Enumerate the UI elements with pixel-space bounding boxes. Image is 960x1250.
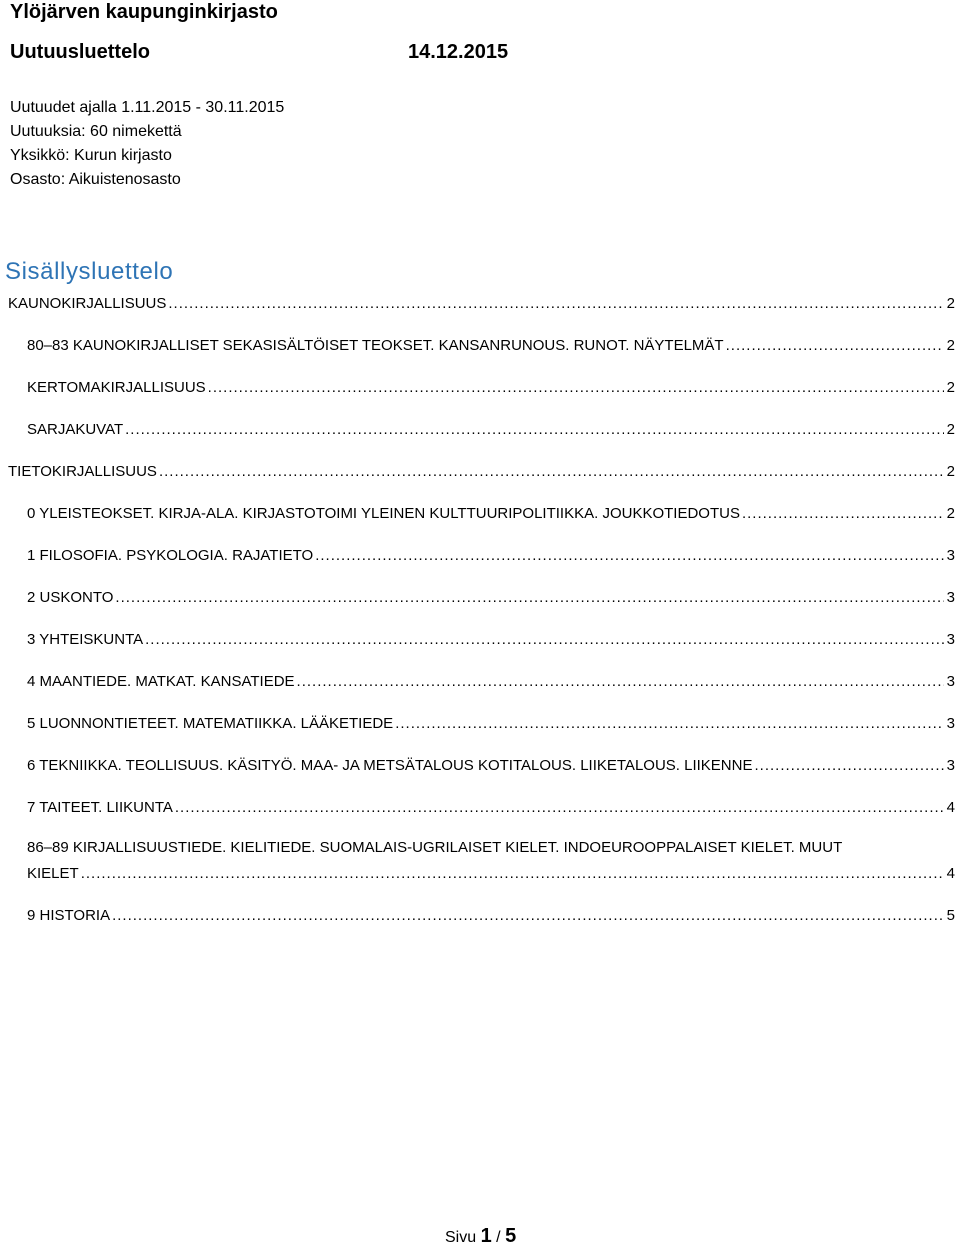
- dot-leader: [115, 588, 943, 608]
- list-date: 14.12.2015: [408, 41, 509, 63]
- toc-entry-page: 2: [946, 421, 955, 438]
- dot-leader: [726, 336, 944, 356]
- toc-entry-label: 4 MAANTIEDE. MATKAT. KANSATIEDE: [27, 673, 295, 690]
- toc-entry-3-yhteiskunta[interactable]: [27, 630, 955, 650]
- dot-leader: [395, 714, 943, 734]
- toc-entry-label: 3 YHTEISKUNTA: [27, 631, 144, 648]
- toc-entry-page: 3: [946, 631, 955, 648]
- toc-entry-label: KERTOMAKIRJALLISUUS: [27, 379, 206, 396]
- meta-unit: Yksikkö: Kurun kirjasto: [10, 147, 172, 164]
- toc-entry-label: 2 USKONTO: [27, 589, 114, 606]
- toc-entry-label: SARJAKUVAT: [27, 421, 124, 438]
- toc-entry-page: 3: [946, 589, 955, 606]
- toc-entry-label-line1: 86–89 KIRJALLISUUSTIEDE. KIELITIEDE. SUOMALAIS-UGRILAISET KIELET. INDOEUROOPPALAISET KIELET. MUUT: [27, 839, 843, 856]
- toc-entry-label: KAUNOKIRJALLISUUS: [8, 295, 167, 312]
- toc-entry-tietokirjallisuus[interactable]: [8, 462, 955, 482]
- toc-entry-page: 2: [946, 295, 955, 312]
- toc-entry-label: TIETOKIRJALLISUUS: [8, 463, 157, 480]
- toc-entry-6-tekniikka[interactable]: [27, 756, 955, 776]
- toc-entry-kertomakirjallisuus[interactable]: [27, 378, 955, 398]
- meta-period: Uutuudet ajalla 1.11.2015 - 30.11.2015: [10, 99, 285, 116]
- toc-entry-page: 3: [946, 547, 955, 564]
- dot-leader: [754, 756, 943, 776]
- dot-leader: [81, 864, 944, 884]
- toc-entry-2-uskonto[interactable]: [27, 588, 955, 608]
- page-separator: /: [496, 1229, 501, 1246]
- total-pages: 5: [505, 1225, 517, 1247]
- page-number: [445, 1224, 516, 1250]
- toc-entry-label: 7 TAITEET. LIIKUNTA: [27, 799, 173, 816]
- toc-entry-page: 4: [946, 799, 955, 816]
- toc-entry-label: 9 HISTORIA: [27, 907, 111, 924]
- dot-leader: [168, 294, 943, 314]
- toc-entry-page: 3: [946, 715, 955, 732]
- dot-leader: [112, 906, 944, 926]
- list-title: Uutuusluettelo: [10, 41, 150, 63]
- dot-leader: [159, 462, 944, 482]
- toc-entry-page: 3: [946, 673, 955, 690]
- toc-entry-page: 2: [946, 379, 955, 396]
- current-page: 1: [480, 1225, 492, 1247]
- toc-entry-page: 4: [946, 865, 955, 882]
- toc-entry-label: 80–83 KAUNOKIRJALLISET SEKASISÄLTÖISET TEOKSET. KANSANRUNOUS. RUNOT. NÄYTELMÄT: [27, 337, 724, 354]
- toc-entry-page: 2: [946, 463, 955, 480]
- toc-entry-4-maantiede[interactable]: [27, 672, 955, 692]
- toc-entry-page: 2: [946, 505, 955, 522]
- dot-leader: [125, 420, 944, 440]
- toc-entry-page: 2: [946, 337, 955, 354]
- toc-entry-label-line2: KIELET: [27, 865, 79, 882]
- toc-entry-label: 5 LUONNONTIETEET. MATEMATIIKKA. LÄÄKETIEDE: [27, 715, 394, 732]
- toc-entry-label: 1 FILOSOFIA. PSYKOLOGIA. RAJATIETO: [27, 547, 314, 564]
- toc-entry-label: 0 YLEISTEOKSET. KIRJA-ALA. KIRJASTOTOIMI YLEINEN KULTTUURIPOLITIIKKA. JOUKKOTIEDOTUS: [27, 505, 740, 522]
- meta-department: Osasto: Aikuistenosasto: [10, 171, 181, 188]
- toc-entry-0-yleisteokset[interactable]: [27, 504, 955, 524]
- page-prefix: Sivu: [445, 1229, 477, 1246]
- meta-count: Uutuuksia: 60 nimekettä: [10, 123, 182, 140]
- toc-entry-kaunokirjallisuus[interactable]: [8, 294, 955, 314]
- toc-entry-page: 3: [946, 757, 955, 774]
- toc-entry-5-luonnontieteet[interactable]: [27, 714, 955, 734]
- toc-entry-1-filosofia[interactable]: [27, 546, 955, 566]
- dot-leader: [175, 798, 944, 818]
- toc-entry-page: 5: [946, 907, 955, 924]
- toc-entry-80-83[interactable]: [27, 336, 955, 356]
- library-name: Ylöjärven kaupunginkirjasto: [10, 1, 278, 23]
- toc-entry-label: 6 TEKNIIKKA. TEOLLISUUS. KÄSITYÖ. MAA- JA METSÄTALOUS KOTITALOUS. LIIKETALOUS. LIIKENNE: [27, 757, 753, 774]
- toc-entry-9-historia[interactable]: [27, 906, 955, 926]
- toc-heading: Sisällysluettelo: [5, 258, 174, 285]
- dot-leader: [742, 504, 944, 524]
- toc-entry-7-taiteet[interactable]: [27, 798, 955, 818]
- dot-leader: [297, 672, 944, 692]
- dot-leader: [208, 378, 944, 398]
- toc-entry-86-89[interactable]: [27, 838, 955, 884]
- toc-entry-sarjakuvat[interactable]: [27, 420, 955, 440]
- dot-leader: [315, 546, 943, 566]
- dot-leader: [145, 630, 944, 650]
- list-metadata: [10, 96, 284, 192]
